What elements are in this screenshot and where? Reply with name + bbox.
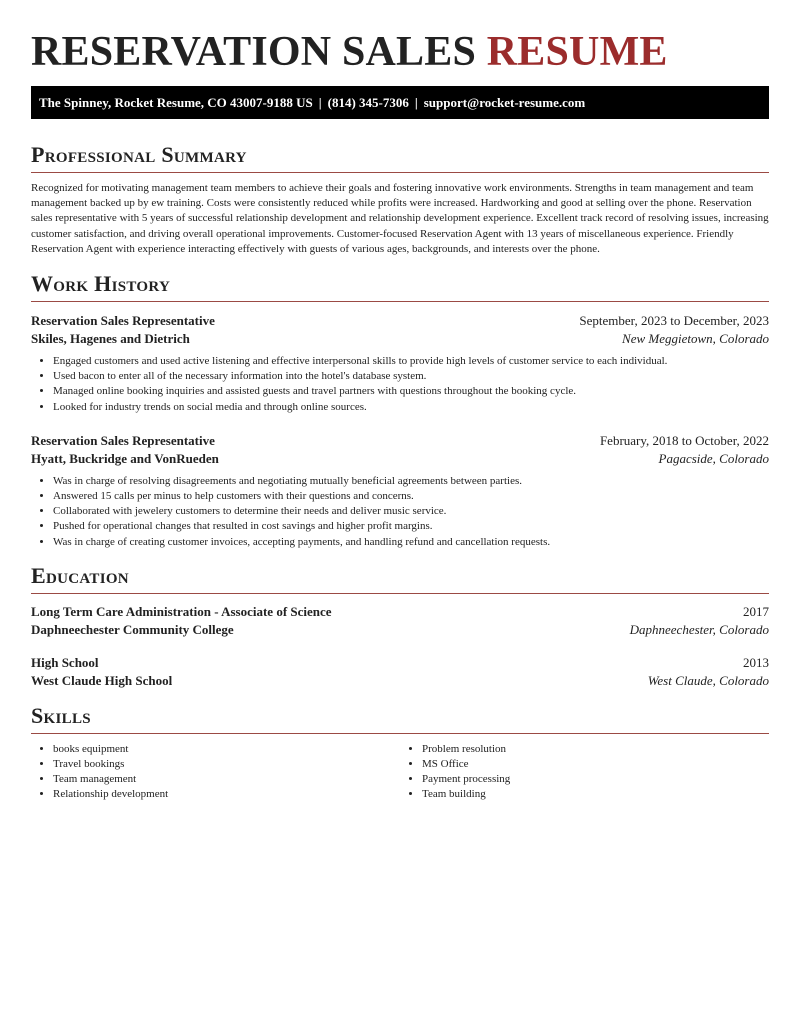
job-company: Skiles, Hagenes and Dietrich — [31, 331, 190, 347]
job-bullets — [31, 354, 769, 415]
section-divider — [31, 301, 769, 302]
skill-item: • Problem resolution — [422, 742, 769, 757]
job-dates: February, 2018 to October, 2022 — [599, 432, 769, 448]
section-divider — [31, 172, 769, 173]
title-main: RESERVATION SALES — [31, 29, 477, 75]
job-bullet: • Was in charge of creating customer invoices, accepting payments, and handling refund and cancellation requests. — [53, 535, 769, 550]
skills-section — [31, 704, 769, 803]
education-school: West Claude High School — [31, 672, 173, 688]
summary-text: Recognized for motivating management team members to achieve their goals and fostering innovative work environments. Strengths in team management and team management backed up by ew training. Costs were consistently reduced while profits were increased. Hardworking and good at selling over the phone. Reservation sales representative with 5 years of successful relationship development and relationship development experience. Excellent track record of resolving issues, increasing customer satisfaction, and driving overall operational improvements. Customer-focused Reservation Agent with 13 years of miscellaneous experience. Friendly Reservation Agent with experience interacting effectively with guests of various ages, backgrounds, and interests over the phone. — [31, 182, 769, 255]
job-bullets — [31, 474, 769, 550]
job-bullet: • Collaborated with jewelery customers to determine their needs and deliver music service. — [53, 504, 769, 519]
work-history-section — [31, 272, 769, 550]
job-location: New Meggietown, Colorado — [622, 331, 769, 347]
skill-item: • MS Office — [422, 757, 769, 772]
contact-address: The Spinney, Rocket Resume, CO 43007-9188 US — [39, 95, 313, 110]
contact-separator: | — [414, 95, 418, 110]
section-heading-summary: Professional Summary — [31, 142, 247, 167]
contact-email[interactable]: support@rocket-resume.com — [423, 95, 586, 110]
section-heading-education: Education — [31, 562, 129, 588]
contact-phone: (814) 345-7306 — [327, 95, 409, 110]
job-bullet: • Was in charge of resolving disagreements and negotiating mutually beneficial agreements between parties. — [53, 474, 769, 489]
education-location: West Claude, Colorado — [647, 672, 769, 688]
skills-list-right — [400, 742, 769, 803]
education-year: 2013 — [743, 654, 769, 670]
section-heading-work: Work History — [31, 271, 171, 297]
education-entry — [31, 603, 769, 639]
job-dates: September, 2023 to December, 2023 — [579, 313, 769, 329]
summary-section — [31, 143, 769, 257]
job-bullet: • Looked for industry trends on social media and through online sources. — [53, 400, 769, 415]
education-location: Daphneechester, Colorado — [629, 621, 769, 637]
section-divider — [31, 593, 769, 594]
title-accent: RESUME — [486, 29, 668, 75]
skills-columns — [31, 742, 769, 803]
job-bullet: • Managed online booking inquiries and assisted guests and travel partners with questions throughout the booking cycle. — [53, 384, 769, 399]
education-school: Daphneechester Community College — [31, 621, 234, 637]
skill-item: • books equipment — [53, 742, 400, 757]
education-year: 2017 — [743, 603, 769, 619]
skill-item: • Payment processing — [422, 772, 769, 787]
job-bullet: • Pushed for operational changes that resulted in cost savings and higher profit margins. — [53, 519, 769, 534]
skills-list-left — [31, 742, 400, 803]
job-title: Reservation Sales Representative — [31, 432, 215, 448]
section-divider — [31, 733, 769, 734]
skill-item: • Team building — [422, 787, 769, 802]
skill-item: • Relationship development — [53, 787, 400, 802]
education-section — [31, 564, 769, 690]
skill-item: • Travel bookings — [53, 757, 400, 772]
job-bullet: • Used bacon to enter all of the necessary information into the hotel's database system. — [53, 369, 769, 384]
section-heading-skills: Skills — [31, 702, 91, 728]
education-degree: High School — [31, 654, 99, 670]
job-bullet: • Answered 15 calls per minus to help customers with their questions and concerns. — [53, 489, 769, 504]
job-company: Hyatt, Buckridge and VonRueden — [31, 450, 219, 466]
resume-title — [31, 0, 769, 74]
job-title: Reservation Sales Representative — [31, 313, 215, 329]
education-entry — [31, 654, 769, 690]
contact-separator: | — [318, 95, 322, 110]
job-entry — [31, 432, 769, 550]
skill-item: • Team management — [53, 772, 400, 787]
job-entry — [31, 312, 769, 415]
contact-bar — [31, 86, 769, 119]
job-location: Pagacside, Colorado — [658, 450, 769, 466]
education-degree: Long Term Care Administration - Associate of Science — [31, 603, 332, 619]
job-bullet: • Engaged customers and used active listening and effective interpersonal skills to provide high levels of customer service to each individual. — [53, 354, 769, 369]
